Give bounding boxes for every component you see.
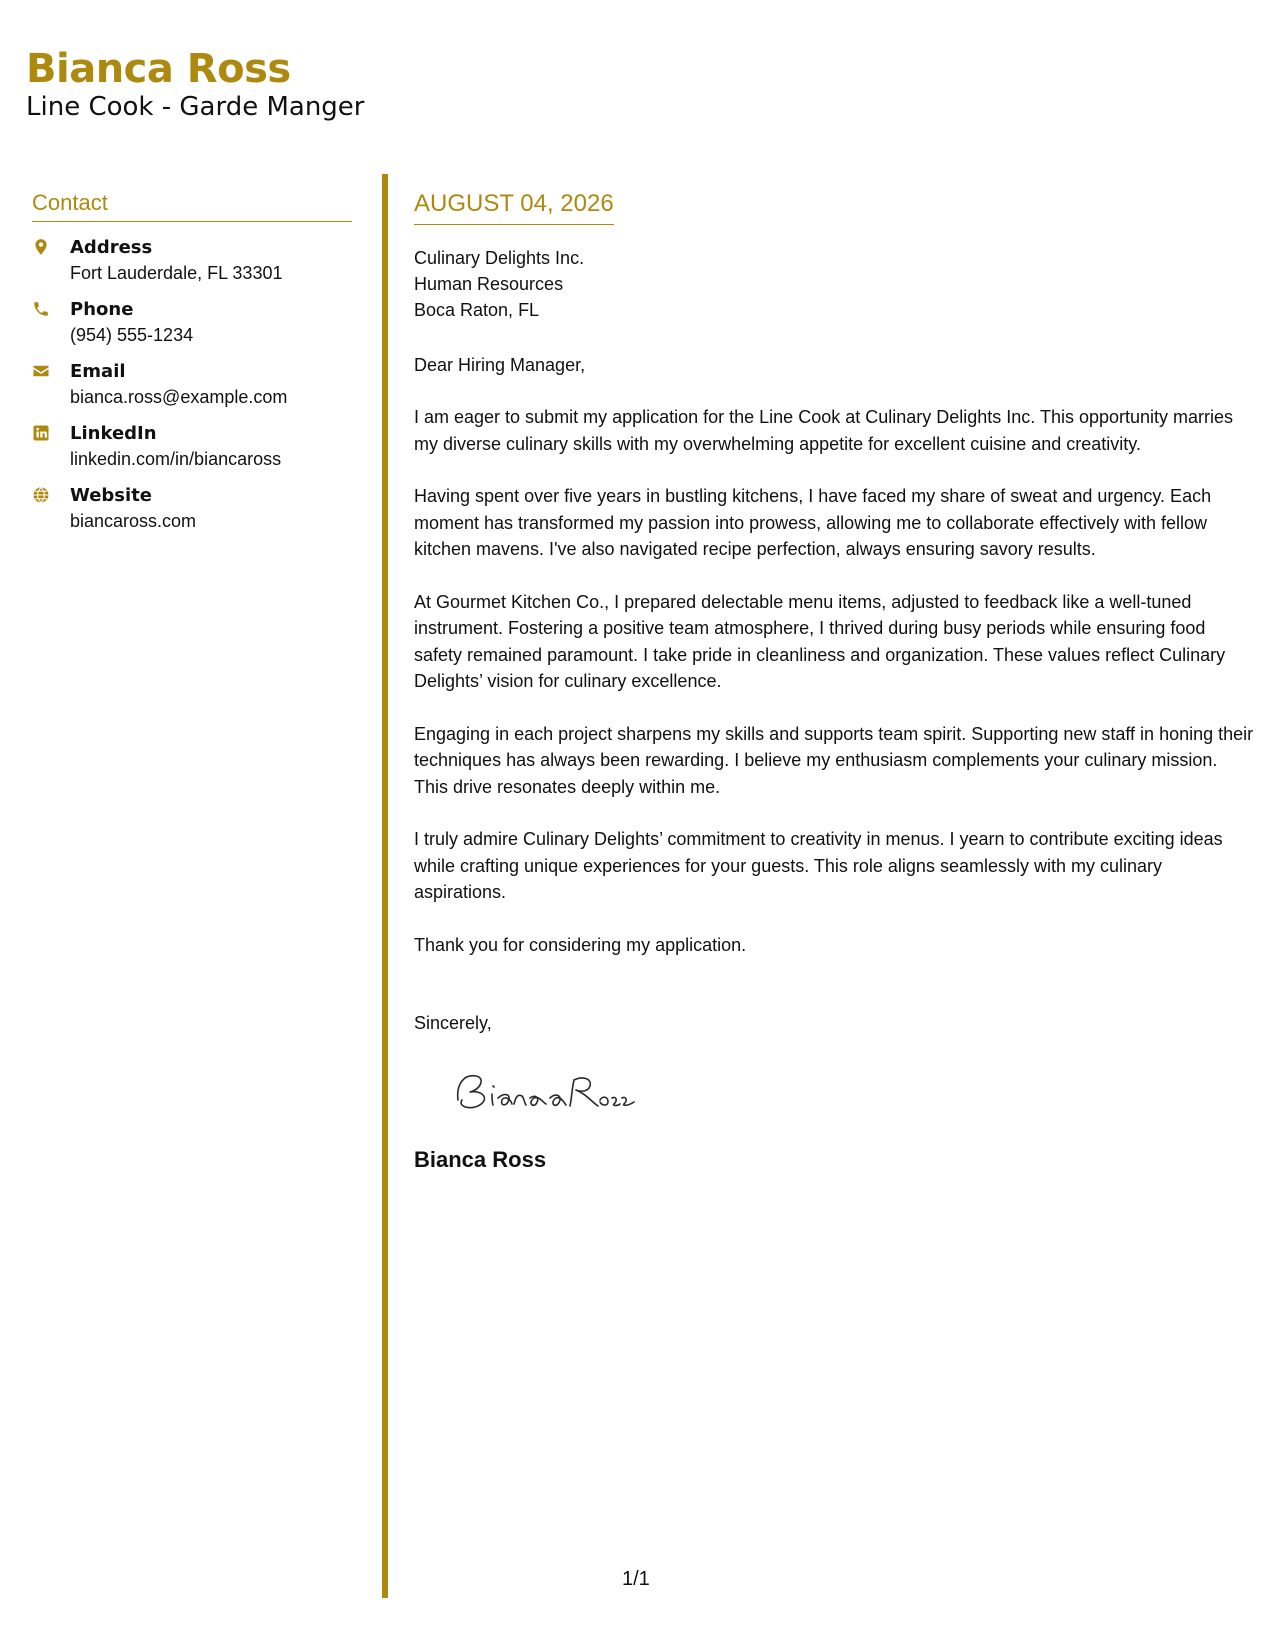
contact-sidebar	[32, 190, 352, 546]
map-pin-icon	[32, 236, 70, 256]
paragraph-motivation: I truly admire Culinary Delights’ commitment to creativity in menus. I yearn to contribute exciting ideas while crafting unique experiences for your guests. This role aligns seamlessly with my culinary aspirations.	[414, 829, 1223, 902]
recipient-department: Human Resources	[414, 274, 564, 294]
paragraph-experience: Having spent over five years in bustling kitchens, I have faced my share of sweat and urgency. Each moment has transformed my passion into prowess, allowing me to collaborate effectively with fellow kitchen mavens. I've also navigated recipe perfection, always ensuring savory results.	[414, 486, 1212, 559]
resume-header	[26, 46, 365, 123]
recipient-block	[414, 245, 1256, 323]
address-value: Fort Lauderdale, FL 33301	[70, 263, 283, 283]
contact-item-address	[32, 236, 352, 286]
phone-label: Phone	[70, 299, 134, 320]
contact-item-linkedin	[32, 422, 352, 472]
contact-item-email	[32, 360, 352, 410]
linkedin-icon	[32, 422, 70, 442]
envelope-icon	[32, 360, 70, 380]
contact-item-website	[32, 484, 352, 534]
salutation: Dear Hiring Manager,	[414, 355, 586, 375]
paragraph-teamwork: Engaging in each project sharpens my skills and supports team spirit. Supporting new staff in honing their techniques has always been rewarding. I believe my enthusiasm complements your culinary mission. This drive resonates deeply within me.	[414, 723, 1254, 797]
website-value: biancaross.com	[70, 511, 197, 531]
cover-letter-body	[414, 190, 1256, 1173]
signatory-name: Bianca Ross	[414, 1147, 547, 1172]
paragraph-intro: I am eager to submit my application for the Line Cook at Culinary Delights Inc. This opportunity marries my diverse culinary skills with my overwhelming appetite for excellent cuisine and creativity.	[414, 407, 1234, 454]
contact-heading: Contact	[32, 190, 352, 222]
linkedin-value: linkedin.com/in/biancaross	[70, 449, 282, 469]
contact-item-phone	[32, 298, 352, 348]
vertical-divider	[382, 174, 388, 1598]
linkedin-label: LinkedIn	[70, 423, 157, 444]
email-label: Email	[70, 361, 126, 382]
candidate-role: Line Cook - Garde Manger	[26, 92, 365, 122]
letter-date: AUGUST 04, 2026	[414, 190, 614, 225]
closing: Sincerely,	[414, 1013, 492, 1033]
address-label: Address	[70, 237, 153, 258]
handwritten-signature	[446, 1062, 646, 1122]
recipient-company: Culinary Delights Inc.	[414, 248, 585, 268]
globe-icon	[32, 484, 70, 504]
phone-icon	[32, 298, 70, 318]
website-label: Website	[70, 485, 153, 506]
page-number: 1/1	[622, 1568, 650, 1590]
candidate-name: Bianca Ross	[26, 46, 291, 92]
phone-value: (954) 555-1234	[70, 325, 194, 345]
paragraph-previous-role: At Gourmet Kitchen Co., I prepared delectable menu items, adjusted to feedback like a well-tuned instrument. Fostering a positive team atmosphere, I thrived during busy periods while ensuring food safety remained paramount. I take pride in cleanliness and organization. These values reflect Culinary Delights’ vision for culinary excellence.	[414, 591, 1226, 691]
recipient-location: Boca Raton, FL	[414, 300, 540, 320]
paragraph-thanks: Thank you for considering my application.	[414, 934, 747, 955]
email-value: bianca.ross@example.com	[70, 387, 288, 407]
